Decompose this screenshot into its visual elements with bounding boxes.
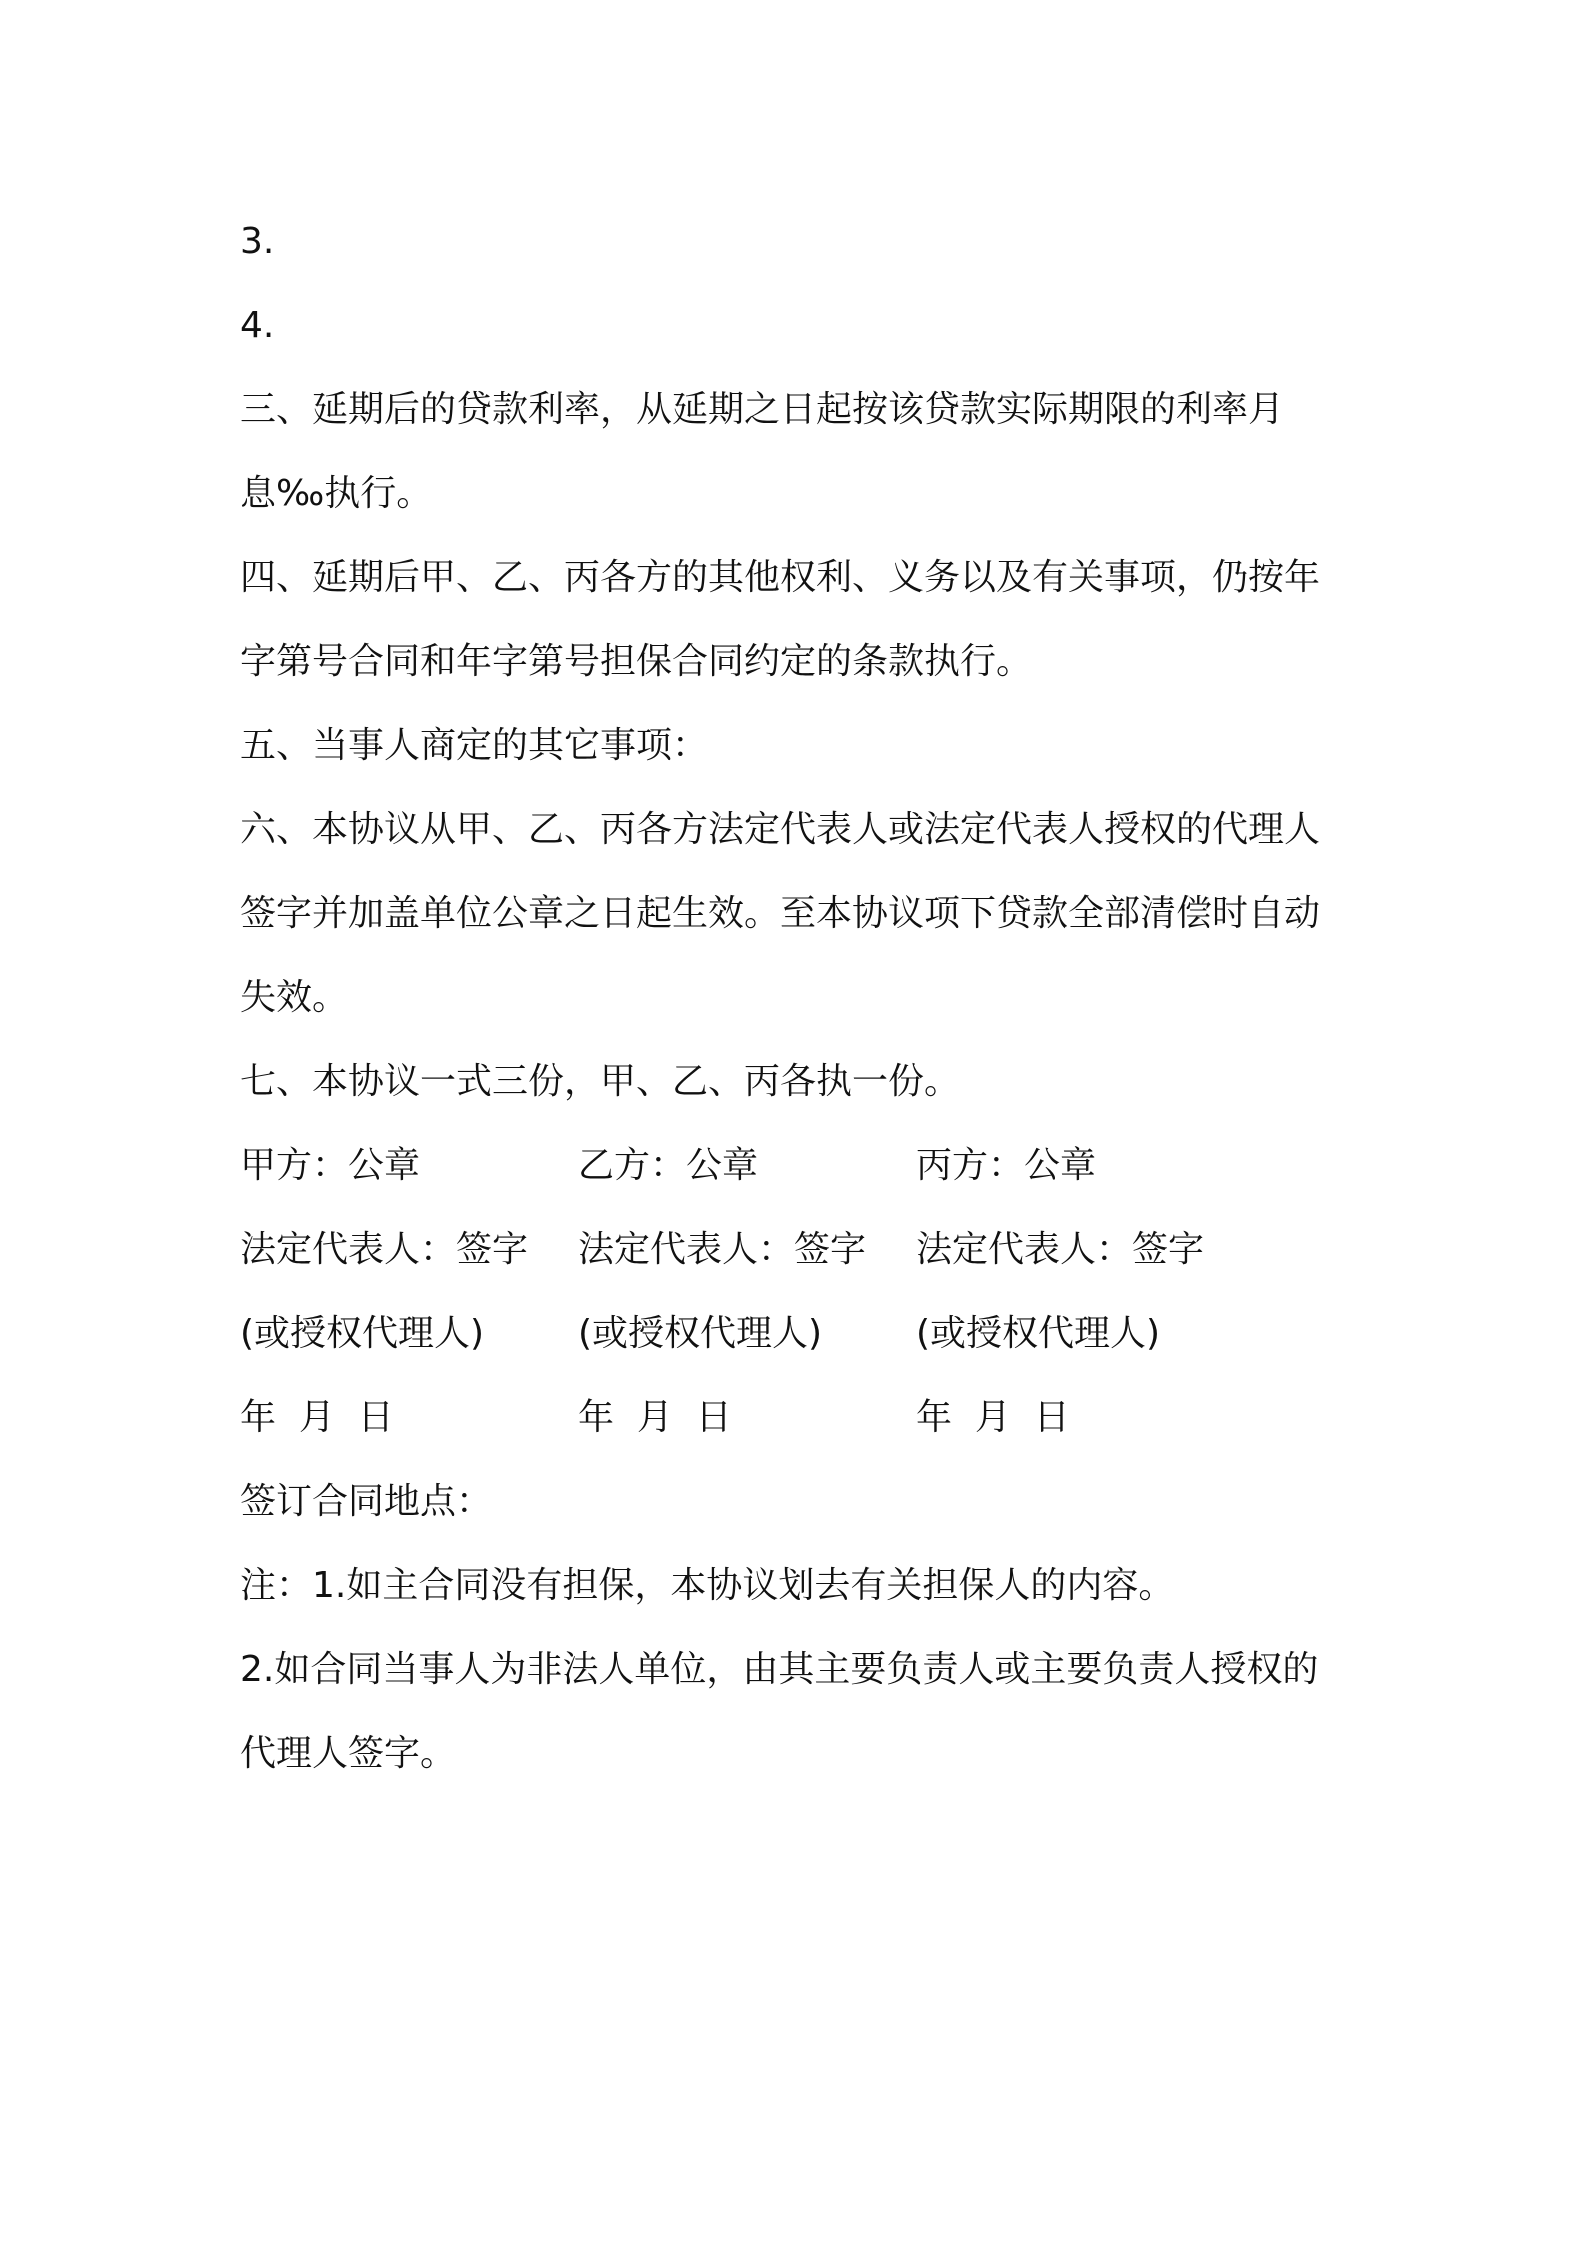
signing-place: 签订合同地点： — [240, 1481, 493, 1522]
item-4: 4. — [240, 305, 275, 346]
clause-4-line-2: 字第号合同和年字第号担保合同约定的条款执行。 — [240, 641, 1033, 682]
note-2-line-1: 2.如合同当事人为非法人单位，由其主要负责人或主要负责人授权的 — [240, 1649, 1319, 1690]
clause-3-line-2: 息‰执行。 — [240, 473, 433, 514]
party-c-rep: 法定代表人：签字 — [916, 1229, 1205, 1270]
party-b-date: 年 月 日 — [578, 1397, 732, 1438]
clause-4-line-1: 四、延期后甲、乙、丙各方的其他权利、义务以及有关事项，仍按年 — [240, 557, 1321, 598]
clause-6-line-3: 失效。 — [240, 977, 349, 1018]
party-c-agent: (或授权代理人) — [916, 1313, 1161, 1354]
clause-7: 七、本协议一式三份，甲、乙、丙各执一份。 — [240, 1061, 961, 1102]
document-page — [240, 200, 1350, 1796]
signature-seal-row — [240, 1124, 1350, 1208]
party-a-seal: 甲方：公章 — [240, 1145, 421, 1186]
signature-agent-row — [240, 1292, 1350, 1376]
party-c-date: 年 月 日 — [916, 1397, 1070, 1438]
note-1: 注：1.如主合同没有担保，本协议划去有关担保人的内容。 — [240, 1565, 1175, 1606]
item-3: 3. — [240, 221, 275, 262]
clause-6-line-2: 签字并加盖单位公章之日起生效。至本协议项下贷款全部清偿时自动 — [240, 893, 1321, 934]
signature-rep-row — [240, 1208, 1350, 1292]
clause-3-line-1: 三、延期后的贷款利率，从延期之日起按该贷款实际期限的利率月 — [240, 389, 1285, 430]
party-b-agent: (或授权代理人) — [578, 1313, 823, 1354]
party-a-rep: 法定代表人：签字 — [240, 1229, 529, 1270]
note-2-line-2: 代理人签字。 — [240, 1733, 457, 1774]
signature-date-row — [240, 1376, 1350, 1460]
party-b-seal: 乙方：公章 — [578, 1145, 759, 1186]
party-c-seal: 丙方：公章 — [916, 1145, 1097, 1186]
party-a-agent: (或授权代理人) — [240, 1313, 485, 1354]
clause-5: 五、当事人商定的其它事项： — [240, 725, 709, 766]
party-b-rep: 法定代表人：签字 — [578, 1229, 867, 1270]
party-a-date: 年 月 日 — [240, 1397, 394, 1438]
clause-6-line-1: 六、本协议从甲、乙、丙各方法定代表人或法定代表人授权的代理人 — [240, 809, 1321, 850]
